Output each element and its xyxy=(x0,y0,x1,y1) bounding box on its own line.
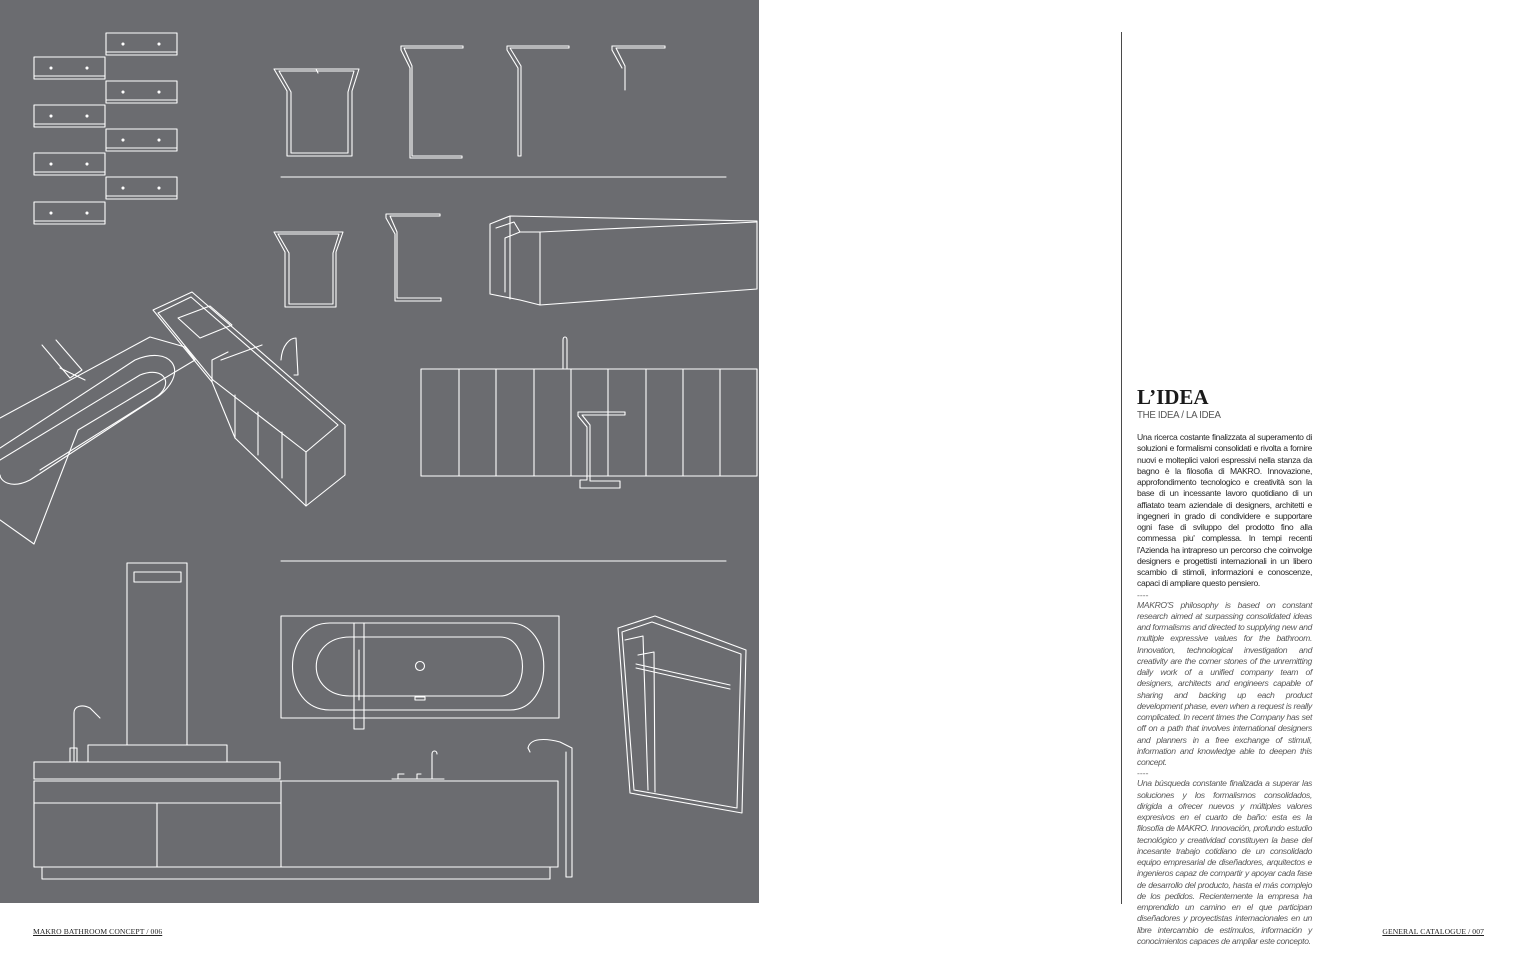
page-subtitle: THE IDEA / LA IDEA xyxy=(1137,409,1221,421)
washbasin-small-front-drawing xyxy=(274,232,343,307)
bathtub-top-drawing xyxy=(281,616,559,729)
article-text-column xyxy=(1137,386,1312,947)
footer-page-label-left: MAKRO BATHROOM CONCEPT / 006 xyxy=(33,927,163,936)
countertop-perspective-drawing xyxy=(490,216,757,305)
drawer-module xyxy=(34,105,105,127)
drawer-module xyxy=(106,129,177,151)
column-divider-line xyxy=(1121,32,1122,904)
illustration-panel xyxy=(0,0,759,903)
washbasin-side-drawing xyxy=(612,46,665,90)
paragraph-english: MAKRO'S philosophy is based on constant research aimed at surpassing consolidated ideas and formalisms and directed to supplying new and multiple expressive values for the bathroom. Innovation, technological investigation and creativity are the corner stones of the unremitting daily work of a unified company team of designers, architects and engineers capable of sharing and backing up each product development phase, even when a request is really complicated. In recent times the Company has set off on a path that involves international designers and planners in a free exchange of stimuli, information and knowledge able to deepen this concept. xyxy=(1137,599,1312,767)
drawer-module xyxy=(34,57,105,79)
washbasin-side-drawing xyxy=(401,46,463,158)
page-title: L’IDEA xyxy=(1137,385,1209,409)
drawer-module xyxy=(106,81,177,103)
washbasin-front-drawing xyxy=(274,69,359,156)
drawer-stack-drawing xyxy=(34,33,177,224)
drawer-module xyxy=(34,153,105,175)
bathtub-perspective-drawing xyxy=(0,337,195,544)
towel-rack-drawing xyxy=(618,616,746,813)
wall-cabinet-row-drawing xyxy=(421,337,757,488)
drawer-module xyxy=(106,177,177,199)
tall-cabinet-perspective-drawing xyxy=(153,292,345,506)
paragraph-spanish: Una búsqueda constante finalizada a superar las soluciones y los formalismos consolidados, dirigida a ofrecer nuevos y múltiples valores expresivos en el cuarto de baño: esta es la filosofía de MAKRO. Innovación, profundo estudio tecnológico y creatividad constituyen la base del incesante trabajo cotidiano de un consolidado equipo empresarial de diseñadores, arquitectos e ingenieros capaz de compartir y apoyar cada fase de desarrollo del producto, hasta el más complejo de los pedidos. Recientemente la empresa ha emprendido un camino en el que participan diseñadores y proyectistas internacionales en un libre intercambio de estímulos, información y conocimientos capaces de ampliar este concepto. xyxy=(1137,778,1312,946)
drawer-module xyxy=(34,202,105,224)
washbasin-small-side-drawing xyxy=(386,214,441,301)
line-drawings xyxy=(0,0,759,903)
paragraph-italian: Una ricerca costante finalizzata al superamento di soluzioni e formalismi consolidati e rivolta a fornire nuovi e molteplici valori espressivi nella stanza da bagno è la filosofia di MAKRO. Innovazione, approfondimento tecnologico e creatività son la base di un incessante lavoro quotidiano di un affiatato team aziendale di designers, architetti e ingegneri in grado di condividere e supportare ogni fase di sviluppo del prodotto fino alla commessa piu' complessa. In tempi recenti l'Azienda ha intrapreso un percorso che coinvolge designers e progettisti internazionali in un libero scambio di stimoli, informazioni e conoscenze, capaci di ampliare questo pensiero. xyxy=(1137,432,1312,589)
freestanding-faucet-drawing xyxy=(528,740,572,877)
drawer-module xyxy=(106,33,177,55)
separator-dashes: ---- xyxy=(1137,768,1149,779)
washbasin-side-drawing xyxy=(507,46,569,156)
separator-dashes: ---- xyxy=(1137,589,1149,600)
footer-page-label-right: GENERAL CATALOGUE / 007 xyxy=(1382,927,1484,936)
vanity-front-drawing xyxy=(34,563,558,879)
